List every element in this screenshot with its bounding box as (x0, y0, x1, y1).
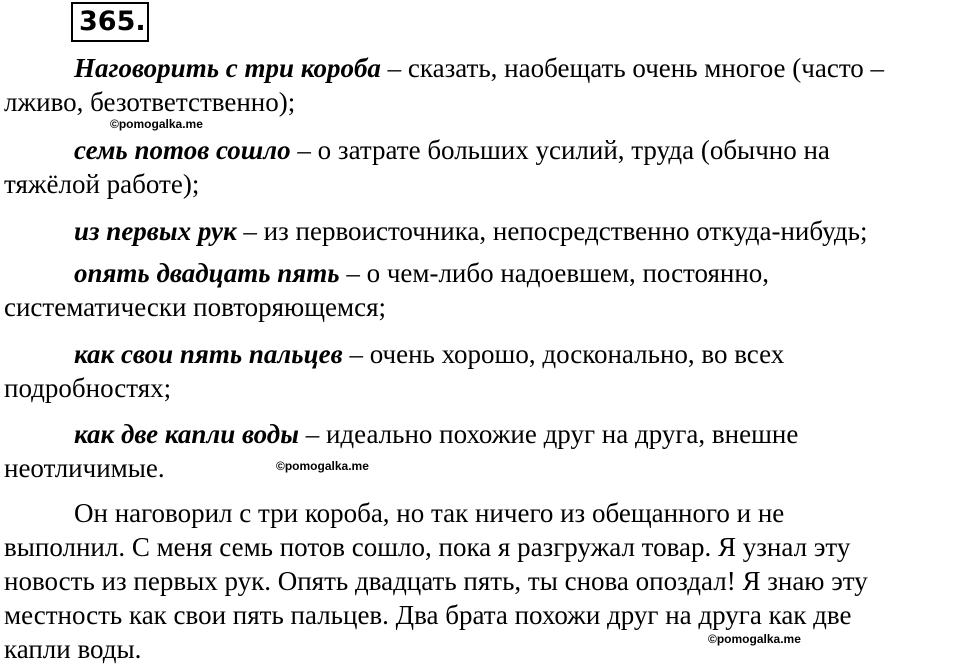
idiom-meaning: – идеально похожие друг на друга, внешне (298, 419, 799, 449)
idiom-meaning: – о чем-либо надоевшем, постоянно, (339, 258, 770, 288)
example-line: новость из первых рук. Опять двадцать пять, ты снова опоздал! Я знаю эту (4, 566, 868, 596)
definition-line (74, 134, 830, 166)
idiom-meaning: – очень хорошо, досконально, во всех (342, 339, 785, 369)
definition-continuation: тяжёлой работе); (4, 169, 200, 199)
idiom-term: семь потов сошло (74, 135, 291, 165)
watermark: ©pomogalka.me (110, 117, 203, 131)
watermark: ©pomogalka.me (276, 459, 369, 473)
idiom-meaning: – о затрате больших усилий, труда (обычно на (290, 135, 830, 165)
idiom-term: как свои пять пальцев (74, 339, 343, 369)
definition-line (74, 52, 884, 84)
idiom-term: Наговорить с три короба (74, 53, 381, 83)
exercise-number: 365. (71, 2, 149, 42)
idiom-term: из первых рук (74, 216, 237, 246)
definition-continuation: лживо, безответственно); (4, 87, 296, 117)
definition-line (74, 215, 867, 247)
example-line: Он наговорил с три короба, но так ничего из обещанного и не (74, 498, 785, 528)
example-line: выполнил. С меня семь потов сошло, пока я разгружал товар. Я узнал эту (4, 532, 851, 562)
definition-line (74, 338, 784, 370)
idiom-meaning: – сказать, наобещать очень многое (часто – (380, 53, 885, 83)
example-line: местность как свои пять пальцев. Два брата похожи друг на друга как две (4, 600, 852, 630)
example-line: капли воды. (4, 634, 142, 664)
idiom-meaning: – из первоисточника, непосредственно откуда-нибудь; (236, 216, 868, 246)
watermark: ©pomogalka.me (708, 632, 801, 646)
definition-continuation: систематически повторяющемся; (4, 292, 386, 322)
definition-line (74, 257, 769, 289)
idiom-term: как две капли воды (74, 419, 299, 449)
idiom-term: опять двадцать пять (74, 258, 340, 288)
definition-line (74, 418, 798, 450)
definition-continuation: неотличимые. (4, 453, 165, 483)
definition-continuation: подробностях; (4, 373, 172, 403)
